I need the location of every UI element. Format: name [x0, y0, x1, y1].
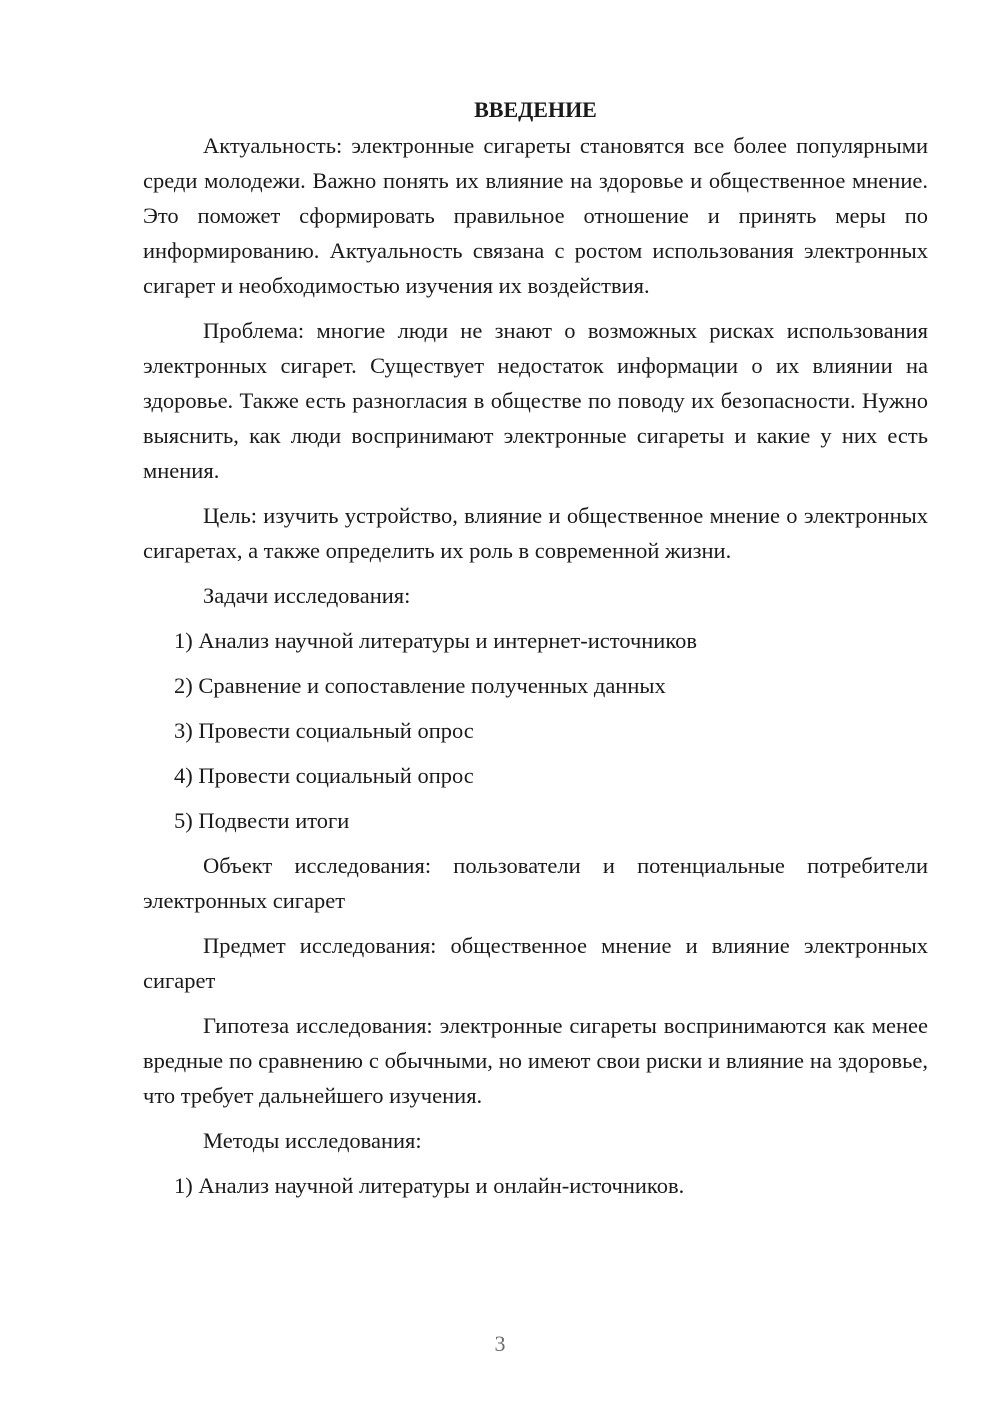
list-item: 2) Сравнение и сопоставление полученных данных — [174, 673, 666, 698]
object-paragraph: Объект исследования: пользователи и потенциальные потребители электронных сигарет — [143, 853, 928, 913]
page-title: ВВЕДЕНИЕ — [474, 97, 597, 122]
list-item: 5) Подвести итоги — [174, 808, 350, 833]
methods-heading: Методы исследования: — [203, 1128, 422, 1153]
list-item: 1) Анализ научной литературы и онлайн-источников. — [174, 1173, 685, 1198]
subject-paragraph: Предмет исследования: общественное мнение и влияние электронных сигарет — [143, 933, 928, 993]
list-item: 4) Провести социальный опрос — [174, 763, 474, 788]
hypothesis-paragraph: Гипотеза исследования: электронные сигареты воспринимаются как менее вредные по сравнению с обычными, но имеют свои риски и влияние на здоровье, что требует дальнейшего изучения. — [143, 1013, 928, 1108]
problem-paragraph: Проблема: многие люди не знают о возможных рисках использования электронных сигарет. Существует недостаток информации о их влиянии на здоровье. Также есть разногласия в обществе по поводу их безопасности. Нужно выяснить, как люди воспринимают электронные сигареты и какие у них есть мнения. — [143, 318, 928, 483]
list-item: 1) Анализ научной литературы и интернет-источников — [174, 628, 698, 653]
tasks-heading: Задачи исследования: — [203, 583, 411, 608]
relevance-paragraph: Актуальность: электронные сигареты становятся все более популярными среди молодежи. Важно понять их влияние на здоровье и общественное мнение. Это поможет сформировать правильное отношение и принять меры по информированию. Актуальность связана с ростом использования электронных сигарет и необходимостью изучения их воздействия. — [143, 133, 928, 298]
methods-list — [143, 1168, 928, 1203]
goal-paragraph: Цель: изучить устройство, влияние и общественное мнение о электронных сигаретах, а также определить их роль в современной жизни. — [143, 503, 928, 563]
page-number: 3 — [494, 1331, 506, 1356]
document-body — [143, 92, 928, 1213]
tasks-list — [143, 623, 928, 838]
list-item: 3) Провести социальный опрос — [174, 718, 474, 743]
